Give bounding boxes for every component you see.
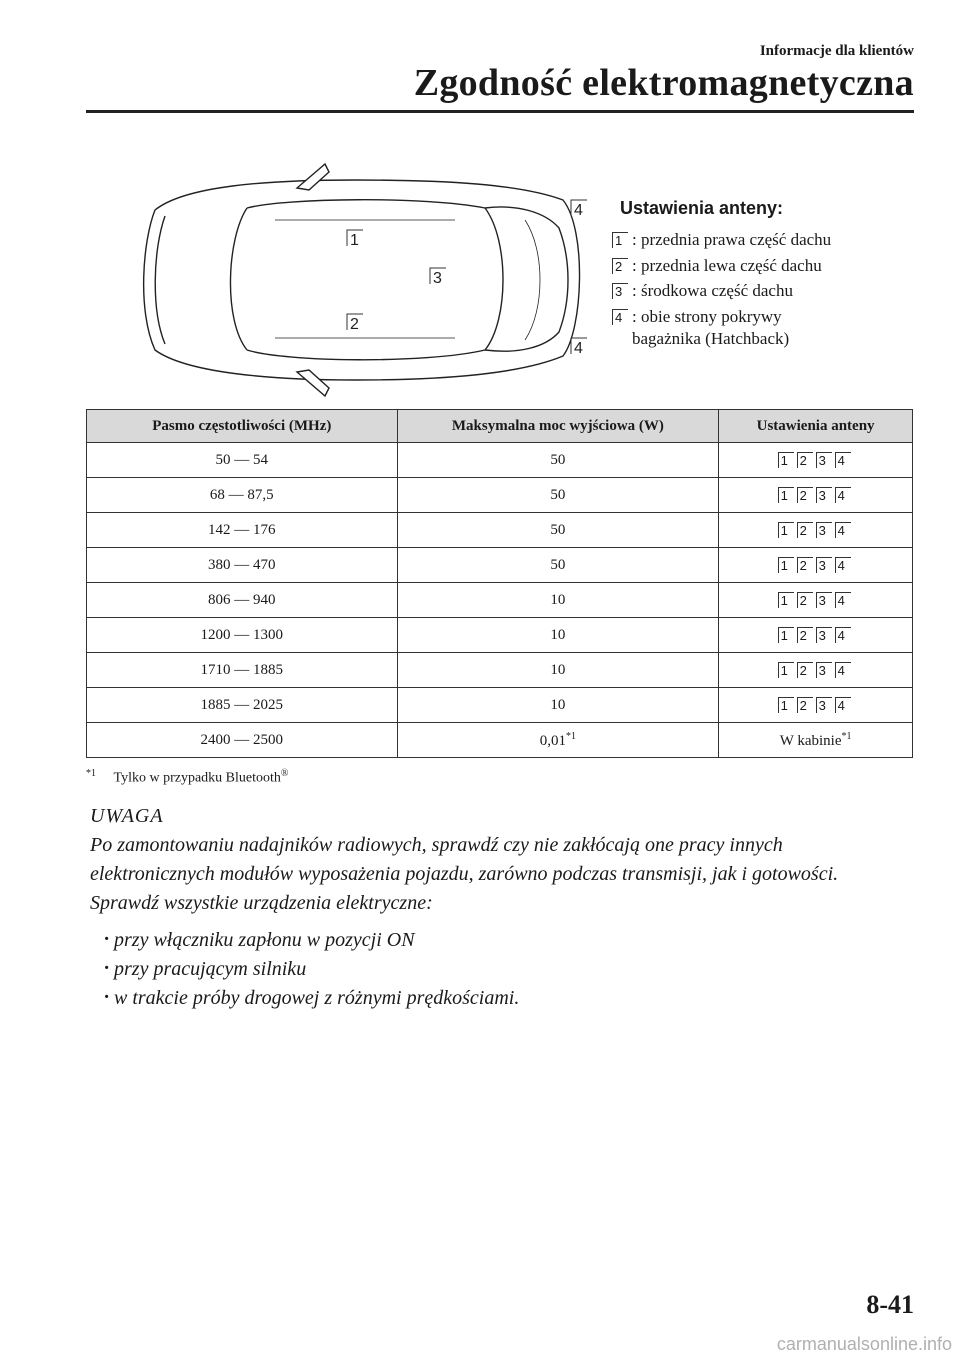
- number-marker: 1: [778, 522, 794, 538]
- power-cell: 10: [397, 583, 719, 618]
- number-marker: 2: [612, 258, 628, 274]
- number-marker: 4: [835, 697, 851, 713]
- table-row: [87, 583, 913, 618]
- number-marker: 3: [816, 452, 832, 468]
- note-title: UWAGA: [90, 805, 164, 827]
- number-marker: 2: [797, 592, 813, 608]
- band-cell: 380 — 470: [87, 548, 398, 583]
- legend-item: 4 : obie strony pokrywy bagażnika (Hatchback): [612, 306, 912, 350]
- list-item: · w trakcie próby drogowej z różnymi prędkościami.: [104, 984, 890, 1013]
- svg-text:2: 2: [350, 316, 359, 333]
- number-marker: 1: [778, 452, 794, 468]
- antenna-cell: [719, 688, 913, 723]
- band-cell: 1710 — 1885: [87, 653, 398, 688]
- number-marker: 3: [816, 557, 832, 573]
- power-cell: 0,01$^{*1}$: [397, 723, 719, 758]
- antenna-cell: [719, 583, 913, 618]
- band-cell: 2400 — 2500: [87, 723, 398, 758]
- table-row: [87, 478, 913, 513]
- watermark: carmanualsonline.info: [776, 1334, 952, 1354]
- number-marker: 3: [816, 697, 832, 713]
- left-mirror: [297, 370, 329, 396]
- number-marker: 2: [797, 452, 813, 468]
- number-marker: 3: [816, 627, 832, 643]
- number-marker: 3: [816, 662, 832, 678]
- marker-2: [347, 314, 363, 333]
- table-row: [87, 618, 913, 653]
- band-cell: 50 — 54: [87, 443, 398, 478]
- number-marker: 2: [797, 557, 813, 573]
- marker-3: [430, 268, 446, 287]
- antenna-cell: [719, 443, 913, 478]
- note-block: [90, 802, 890, 1013]
- band-cell: 1200 — 1300: [87, 618, 398, 653]
- marker-1: [347, 230, 363, 249]
- table-row: [87, 548, 913, 583]
- number-marker: 3: [816, 592, 832, 608]
- number-marker: 1: [778, 487, 794, 503]
- list-item: · przy włączniku zapłonu w pozycji ON: [104, 926, 890, 955]
- legend-item: 1 : przednia prawa część dachu: [612, 229, 912, 255]
- number-marker: 4: [612, 309, 628, 325]
- header-divider: [86, 110, 914, 113]
- column-header-power: Maksymalna moc wyjściowa (W): [397, 410, 719, 443]
- column-header-band: Pasmo częstotliwości (MHz): [87, 410, 398, 443]
- number-marker: 3: [816, 487, 832, 503]
- number-marker: 1: [778, 662, 794, 678]
- number-marker: 4: [835, 452, 851, 468]
- svg-text:3: 3: [433, 270, 442, 287]
- number-marker: 1: [778, 557, 794, 573]
- footnote: $^{*1}$ Tylko w przypadku Bluetooth®: [86, 768, 289, 786]
- power-cell: 50: [397, 443, 719, 478]
- column-header-antenna: Ustawienia anteny: [719, 410, 913, 443]
- power-cell: 10: [397, 653, 719, 688]
- table-row: [87, 513, 913, 548]
- antenna-cell: W kabinie$^{*1}$: [719, 723, 913, 758]
- number-marker: 4: [835, 522, 851, 538]
- marker-4-bottom: [571, 338, 587, 357]
- legend-item: 3 : środkowa część dachu: [612, 280, 912, 306]
- power-cell: 50: [397, 478, 719, 513]
- svg-text:4: 4: [574, 340, 583, 357]
- right-mirror: [297, 164, 329, 190]
- antenna-cell: [719, 548, 913, 583]
- marker-4-top: [571, 200, 587, 219]
- section-name: Informacje dla klientów: [759, 43, 914, 59]
- table-row: [87, 688, 913, 723]
- table-row: [87, 443, 913, 478]
- antenna-legend: [612, 198, 912, 350]
- band-cell: 806 — 940: [87, 583, 398, 618]
- number-marker: 1: [612, 232, 628, 248]
- table-row: [87, 723, 913, 758]
- legend-title: Ustawienia anteny:: [620, 198, 784, 218]
- page-number: 8-41: [866, 1290, 914, 1319]
- number-marker: 1: [778, 592, 794, 608]
- note-paragraph: Sprawdź wszystkie urządzenia elektryczne:: [90, 892, 433, 914]
- number-marker: 2: [797, 487, 813, 503]
- note-paragraph: Po zamontowaniu nadajników radiowych, sprawdź czy nie zakłócają one pracy innych elektronicznych modułów wyposażenia pojazdu, zarówno podczas transmisji, jak i gotowości.: [90, 834, 839, 885]
- antenna-cell: [719, 653, 913, 688]
- antenna-cell: [719, 513, 913, 548]
- number-marker: 2: [797, 627, 813, 643]
- number-marker: 3: [816, 522, 832, 538]
- list-item: · przy pracującym silniku: [104, 955, 890, 984]
- number-marker: 4: [835, 592, 851, 608]
- page-title: Zgodność elektromagnetyczna: [413, 62, 914, 104]
- number-marker: 2: [797, 697, 813, 713]
- svg-text:4: 4: [574, 202, 583, 219]
- number-marker: 2: [797, 522, 813, 538]
- power-cell: 10: [397, 688, 719, 723]
- note-list: [104, 926, 890, 1013]
- legend-item: 2 : przednia lewa część dachu: [612, 255, 912, 281]
- number-marker: 4: [835, 662, 851, 678]
- number-marker: 1: [778, 627, 794, 643]
- car-top-view-diagram: [125, 160, 595, 398]
- power-cell: 50: [397, 548, 719, 583]
- band-cell: 1885 — 2025: [87, 688, 398, 723]
- antenna-cell: [719, 478, 913, 513]
- number-marker: 2: [797, 662, 813, 678]
- svg-text:1: 1: [350, 232, 359, 249]
- power-cell: 10: [397, 618, 719, 653]
- number-marker: 1: [778, 697, 794, 713]
- number-marker: 3: [612, 283, 628, 299]
- antenna-cell: [719, 618, 913, 653]
- number-marker: 4: [835, 487, 851, 503]
- power-cell: 50: [397, 513, 719, 548]
- number-marker: 4: [835, 627, 851, 643]
- band-cell: 68 — 87,5: [87, 478, 398, 513]
- number-marker: 4: [835, 557, 851, 573]
- frequency-table: [86, 409, 913, 758]
- table-row: [87, 653, 913, 688]
- band-cell: 142 — 176: [87, 513, 398, 548]
- table-header-row: [87, 410, 913, 443]
